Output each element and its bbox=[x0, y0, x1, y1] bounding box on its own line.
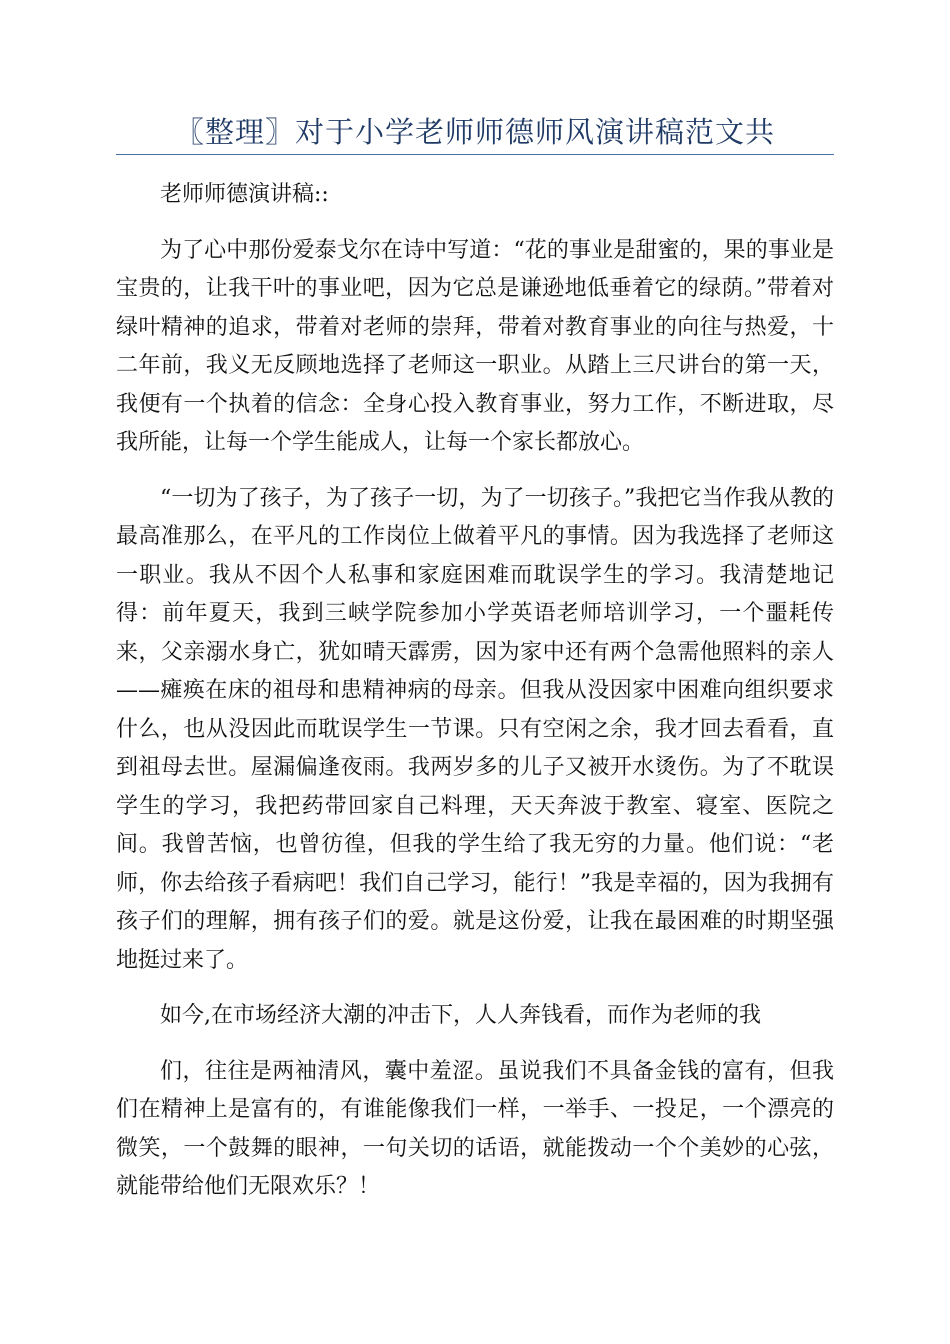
paragraph-4: 如今,在市场经济大潮的冲击下，人人奔钱看，而作为老师的我 bbox=[160, 1003, 761, 1028]
document-title: 〖整理〗对于小学老师师德师风演讲稿范文共 bbox=[174, 115, 775, 149]
title-underline bbox=[116, 154, 834, 155]
paragraph-1: 老师师德演讲稿:: bbox=[160, 182, 329, 207]
paragraph-3: “一切为了孩子，为了孩子一切，为了一切孩子。”我把它当作我从教的最高准那么，在平凡的工作岗位上做着平凡的事情。因为我选择了老师这一职业。我从不因个人私事和家庭困难而耽误学生的学习。我清楚地记得：前年夏天，我到三峡学院参加小学英语老师培训学习，一个噩耗传来，父亲溺水身亡，犹如晴天霹雳，因为家中还有两个急需他照料的亲人——瘫痪在床的祖母和患精神病的母亲。但我从没因家中困难向组织要求什么，也从没因此而耽误学生一节课。只有空闲之余，我才回去看看，直到祖母去世。屋漏偏逢夜雨。我两岁多的儿子又被开水烫伤。为了不耽误学生的学习，我把药带回家自己料理，天天奔波于教室、寝室、医院之间。我曾苦恼，也曾彷徨，但我的学生给了我无穷的力量。他们说：“老师，你去给孩子看病吧！我们自己学习，能行！”我是幸福的，因为我拥有孩子们的理解，拥有孩子们的爱。就是这份爱，让我在最困难的时期坚强地挺过来了。 bbox=[116, 485, 834, 973]
paragraph-2: 为了心中那份爱泰戈尔在诗中写道：“花的事业是甜蜜的，果的事业是宝贵的，让我干叶的事业吧，因为它总是谦逊地低垂着它的绿荫。”带着对绿叶精神的追求，带着对老师的崇拜，带着对教育事业的向往与热爱，十二年前，我义无反顾地选择了老师这一职业。从踏上三尺讲台的第一天，我便有一个执着的信念：全身心投入教育事业，努力工作，不断进取，尽我所能，让每一个学生能成人，让每一个家长都放心。 bbox=[116, 237, 834, 455]
document-body bbox=[116, 176, 834, 1224]
paragraph-5: 们，往往是两袖清风，囊中羞涩。虽说我们不具备金钱的富有，但我们在精神上是富有的，有谁能像我们一样，一举手、一投足，一个漂亮的微笑，一个鼓舞的眼神，一句关切的话语，就能拨动一个个美妙的心弦，就能带给他们无限欢乐？！ bbox=[116, 1058, 834, 1199]
